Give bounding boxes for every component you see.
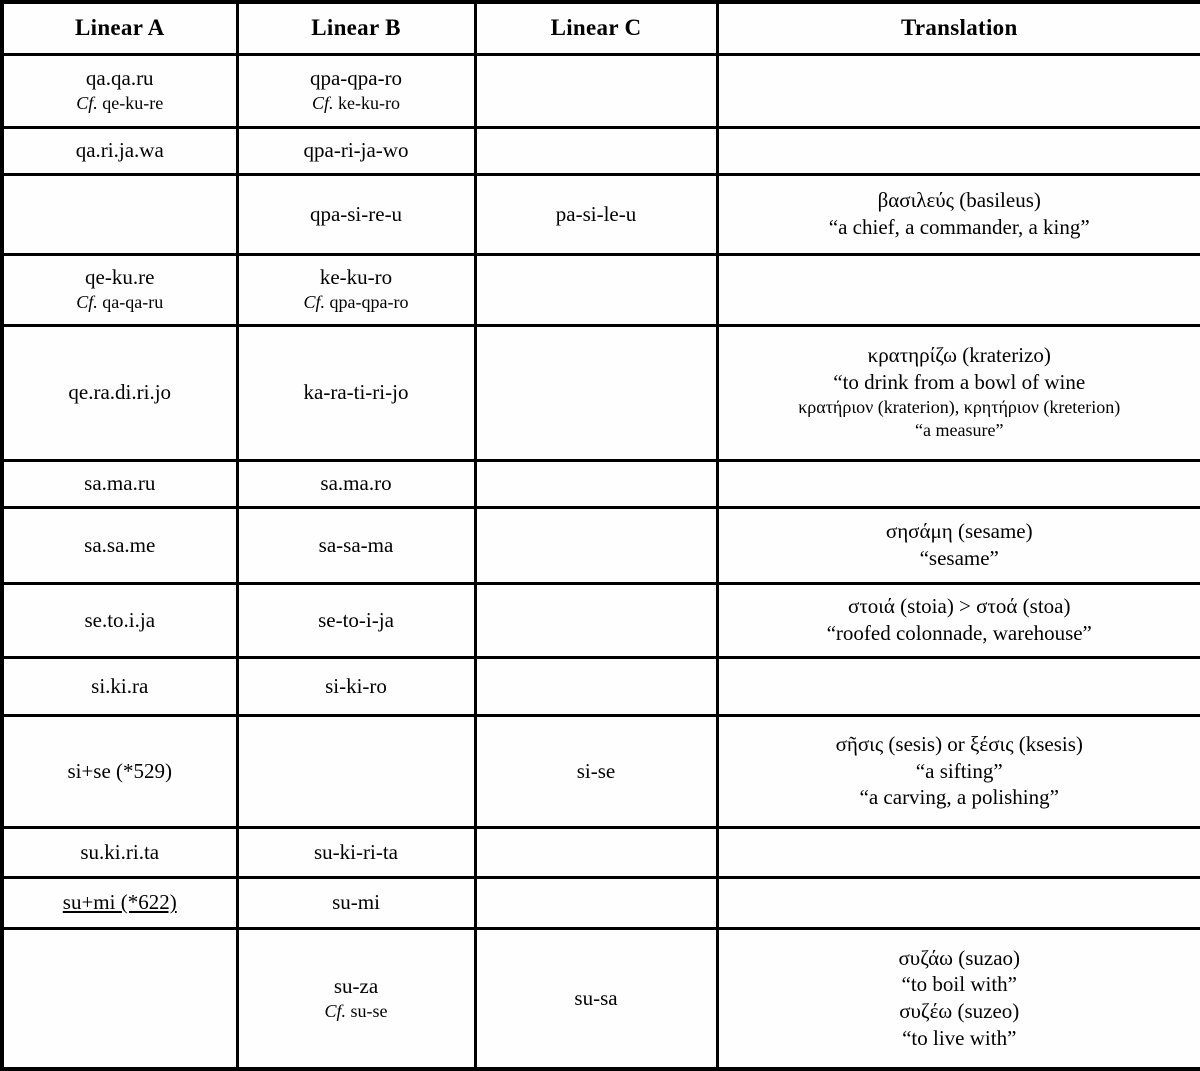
cell-linear-a xyxy=(2,325,237,460)
cell-linear-a xyxy=(2,928,237,1069)
cf-label: Cf. xyxy=(76,93,98,114)
cell-line: qpa-ri-ja-wo xyxy=(303,138,409,163)
cell-translation xyxy=(717,928,1200,1069)
cell-line: βασιλεύς (basileus) xyxy=(877,188,1041,213)
cell-linear-b xyxy=(237,583,475,657)
cf-label: Cf. xyxy=(312,93,334,114)
table-row xyxy=(2,715,1200,827)
table-row xyxy=(2,174,1200,254)
table-row xyxy=(2,254,1200,325)
table-row xyxy=(2,928,1200,1069)
cell-line: sa.sa.me xyxy=(84,532,156,557)
cell-translation xyxy=(717,507,1200,583)
cell-line: “a measure” xyxy=(915,420,1004,441)
cell-linear-a xyxy=(2,715,237,827)
cell-translation xyxy=(717,827,1200,877)
table-row xyxy=(2,827,1200,877)
cell-translation xyxy=(717,460,1200,507)
table-row xyxy=(2,54,1200,127)
cell-line: κρατήριον (kraterion), κρητήριον (kreterion) xyxy=(798,396,1121,417)
cell-line: su-za xyxy=(333,974,379,999)
cell-linear-b xyxy=(237,657,475,715)
cell-line: “a sifting” xyxy=(915,758,1003,783)
cell-linear-c xyxy=(475,715,717,827)
cell-linear-a xyxy=(2,507,237,583)
cell-linear-a xyxy=(2,460,237,507)
table-body xyxy=(2,54,1200,1069)
cell-linear-c xyxy=(475,127,717,174)
cell-translation xyxy=(717,325,1200,460)
cell-linear-b xyxy=(237,715,475,827)
table-row xyxy=(2,583,1200,657)
cell-linear-a xyxy=(2,127,237,174)
cell-line: si-se xyxy=(576,758,616,783)
cell-linear-c xyxy=(475,54,717,127)
cell-linear-b xyxy=(237,507,475,583)
cell-linear-c xyxy=(475,583,717,657)
cell-line: si-ki-ro xyxy=(325,673,387,698)
cell-linear-b xyxy=(237,827,475,877)
cell-line: sa.ma.ro xyxy=(320,471,392,496)
cell-line: στοιά (stoia) > στοά (stoa) xyxy=(848,594,1071,619)
cell-linear-a xyxy=(2,254,237,325)
cell-line: κρατηρίζω (kraterizo) xyxy=(867,343,1051,368)
cell-line: pa-si-le-u xyxy=(555,201,637,226)
cell-line: “a chief, a commander, a king” xyxy=(828,215,1090,239)
cell-linear-a xyxy=(2,827,237,877)
cell-line: su-mi xyxy=(332,890,380,915)
cell-linear-c xyxy=(475,507,717,583)
cf-label: Cf. xyxy=(324,1000,346,1021)
cell-linear-c xyxy=(475,928,717,1069)
cell-line: “to drink from a bowl of wine xyxy=(833,370,1086,395)
cell-line: sa-sa-ma xyxy=(318,532,394,557)
table-row xyxy=(2,657,1200,715)
table-row xyxy=(2,460,1200,507)
cell-linear-c xyxy=(475,325,717,460)
cf-line: Cf. qpa-qpa-ro xyxy=(303,292,409,313)
cf-line: Cf. su-se xyxy=(324,1000,388,1021)
cell-translation xyxy=(717,127,1200,174)
cell-linear-b xyxy=(237,174,475,254)
cell-line: “roofed colonnade, warehouse” xyxy=(826,621,1092,645)
cell-line: σησάμη (sesame) xyxy=(885,519,1033,544)
table-row xyxy=(2,507,1200,583)
cell-translation xyxy=(717,254,1200,325)
cf-line: Cf. ke-ku-ro xyxy=(312,93,400,114)
cf-line: Cf. qa-qa-ru xyxy=(76,292,164,313)
cell-linear-a xyxy=(2,583,237,657)
cell-linear-b xyxy=(237,325,475,460)
cell-line: ke-ku-ro xyxy=(319,265,393,290)
cell-linear-b xyxy=(237,928,475,1069)
cell-linear-c xyxy=(475,877,717,928)
table-row xyxy=(2,127,1200,174)
cell-line: su.ki.ri.ta xyxy=(80,839,160,864)
header-row xyxy=(2,2,1200,54)
cell-linear-b xyxy=(237,254,475,325)
cell-linear-a xyxy=(2,174,237,254)
table-row xyxy=(2,877,1200,928)
cell-translation xyxy=(717,715,1200,827)
cell-translation xyxy=(717,583,1200,657)
cell-linear-b xyxy=(237,460,475,507)
cell-line: se.to.i.ja xyxy=(84,607,156,632)
cell-line: “to live with” xyxy=(902,1026,1017,1051)
cell-linear-c xyxy=(475,827,717,877)
cell-line: σῆσις (sesis) or ξέσις (ksesis) xyxy=(835,731,1083,756)
cell-linear-c xyxy=(475,460,717,507)
cell-linear-b xyxy=(237,127,475,174)
cell-line: qe-ku.re xyxy=(85,265,155,290)
table-row xyxy=(2,325,1200,460)
cf-label: Cf. xyxy=(76,292,98,313)
cell-translation xyxy=(717,877,1200,928)
cell-line: “a carving, a polishing” xyxy=(859,785,1059,810)
cell-linear-a xyxy=(2,877,237,928)
cell-line: su-ki-ri-ta xyxy=(314,839,398,864)
header-linear-c: Linear C xyxy=(475,2,717,54)
cell-line: sa.ma.ru xyxy=(84,471,156,496)
cf-line: Cf. qe-ku-re xyxy=(76,93,164,114)
cell-line: qe.ra.di.ri.jo xyxy=(68,380,172,405)
header-linear-b: Linear B xyxy=(237,2,475,54)
cell-line: συζάω (suzao) xyxy=(898,945,1021,970)
cell-line: si+se (*529) xyxy=(67,758,173,783)
cell-linear-a xyxy=(2,54,237,127)
cf-label: Cf. xyxy=(303,292,326,313)
cell-line: συζέω (suzeo) xyxy=(899,999,1020,1024)
cell-translation xyxy=(717,657,1200,715)
cell-line: su+mi (*622) xyxy=(62,890,177,915)
cell-translation xyxy=(717,174,1200,254)
cell-line: ka-ra-ti-ri-jo xyxy=(303,380,409,405)
cell-linear-c xyxy=(475,657,717,715)
cell-linear-b xyxy=(237,54,475,127)
table-header xyxy=(2,2,1200,54)
cell-line: su-sa xyxy=(574,985,618,1010)
cell-line: se-to-i-ja xyxy=(318,607,394,632)
header-translation: Translation xyxy=(717,2,1200,54)
cell-line: “sesame” xyxy=(919,546,999,570)
cell-line: si.ki.ra xyxy=(91,673,149,698)
cell-translation xyxy=(717,54,1200,127)
cell-linear-a xyxy=(2,657,237,715)
cell-line: qpa-si-re-u xyxy=(309,201,403,226)
header-linear-a: Linear A xyxy=(2,2,237,54)
cell-linear-b xyxy=(237,877,475,928)
cell-line: qa.ri.ja.wa xyxy=(75,138,164,163)
cell-linear-c xyxy=(475,174,717,254)
cell-linear-c xyxy=(475,254,717,325)
cell-line: qa.qa.ru xyxy=(85,66,154,91)
cell-line: “to boil with” xyxy=(901,972,1017,997)
cell-line: qpa-qpa-ro xyxy=(309,66,403,91)
